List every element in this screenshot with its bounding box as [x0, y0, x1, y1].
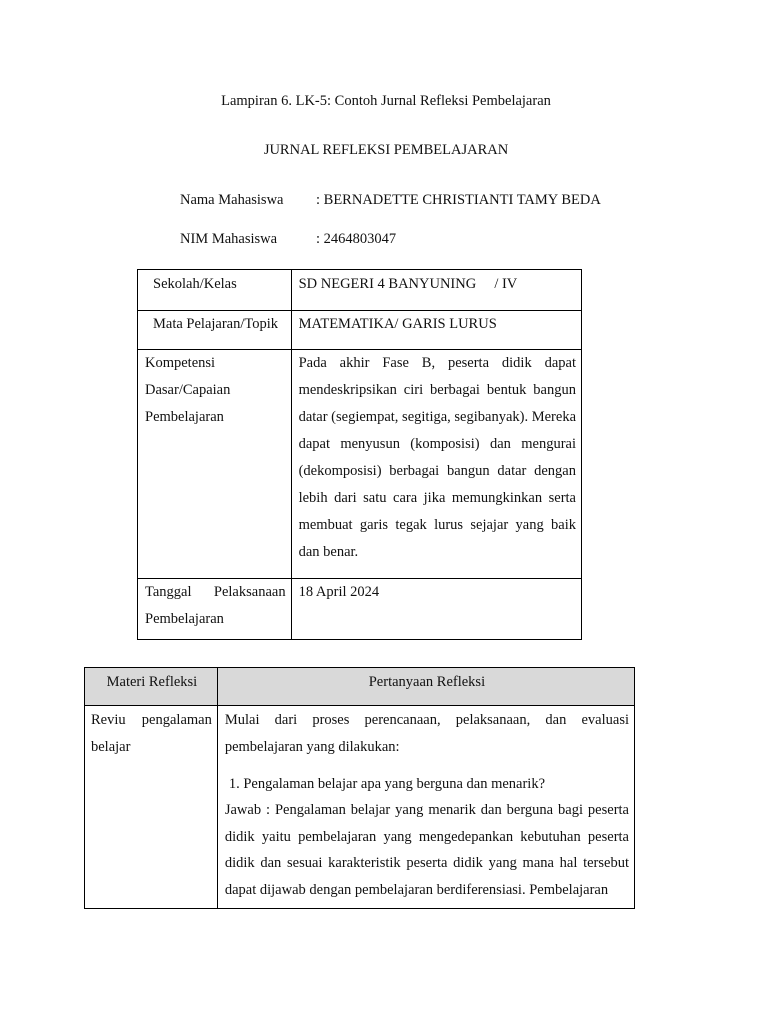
student-nim-label: NIM Mahasiswa: [180, 231, 278, 247]
reflection-question-1: 1. Pengalaman belajar apa yang berguna dan menarik?: [228, 776, 546, 792]
table-row: [85, 706, 635, 909]
competency-value: Pada akhir Fase B, peserta didik dapat mendeskripsikan ciri berbagai bentuk bangun datar (segiempat, segitiga, segibanyak). Mereka dapat menyusun (komposisi) dan mengurai (dekomposisi) berbagai bangun datar dengan lebih dari satu cara jika memungkinkan serta membuat garis tegak lurus sejajar yang baik dan benar.: [298, 355, 576, 560]
subject-topic-label: Mata Pelajaran/Topik: [153, 316, 279, 332]
column-header-question: Pertanyaan Refleksi: [368, 674, 486, 690]
school-class-label: Sekolah/Kelas: [153, 276, 237, 292]
table-header-row: [85, 668, 635, 706]
school-class-value: SD NEGERI 4 BANYUNING / IV: [298, 276, 518, 292]
reflection-intro: Mulai dari proses perencanaan, pelaksanaan, dan evaluasi pembelajaran yang dilakukan:: [224, 712, 629, 755]
appendix-title: Lampiran 6. LK-5: Contoh Jurnal Refleksi Pembelajaran: [221, 93, 551, 109]
table-row: [138, 350, 582, 579]
learning-review-label: Reviu pengalaman belajar: [91, 712, 212, 755]
student-name-label: Nama Mahasiswa: [180, 192, 284, 208]
table-row: [138, 311, 582, 350]
reflection-answer-1: Jawab : Pengalaman belajar yang menarik dan berguna bagi peserta didik yaitu pembelajaran yang mengedepankan kebutuhan peserta didik dan sesuai karakteristik peserta didik yang mana hal tersebut dapat dijawab dengan pembelajaran berdiferensiasi. Pembelajaran: [224, 802, 629, 898]
column-header-material: Materi Refleksi: [106, 674, 198, 690]
table-row: [138, 270, 582, 311]
student-nim-value: : 2464803047: [316, 231, 397, 247]
journal-title: JURNAL REFLEKSI PEMBELAJARAN: [263, 142, 509, 158]
lesson-info-table: [137, 269, 582, 640]
student-nim-row: [180, 231, 396, 248]
student-name-row: [180, 192, 601, 209]
competency-label: Kompetensi Dasar/Capaian Pembelajaran: [145, 355, 231, 425]
reflection-table: [84, 667, 635, 909]
student-name-value: : BERNADETTE CHRISTIANTI TAMY BEDA: [316, 192, 601, 208]
subject-topic-value: MATEMATIKA/ GARIS LURUS: [298, 316, 497, 332]
implementation-date-value: 18 April 2024: [298, 584, 380, 600]
implementation-date-label: Tanggal Pelaksanaan Pembelajaran: [145, 584, 286, 627]
table-row: [138, 579, 582, 640]
